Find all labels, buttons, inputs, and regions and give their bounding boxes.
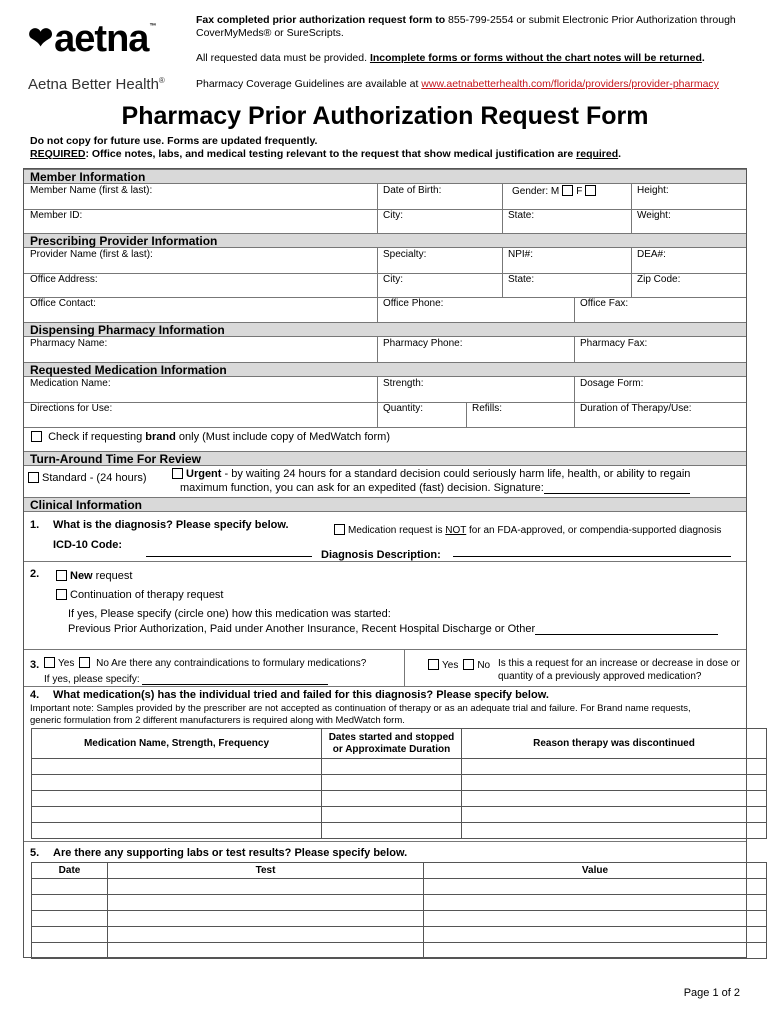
height-field[interactable]: Height: (637, 185, 669, 196)
section-member: Member Information (24, 169, 746, 184)
office-phone-field[interactable]: Office Phone: (383, 298, 444, 309)
guidelines-link[interactable]: www.aetnabetterhealth.com/florida/providers/provider-pharmacy (421, 78, 719, 90)
q3-yes-checkbox[interactable] (44, 657, 55, 668)
q3b-question: Is this a request for an increase or decrease in dose or quantity of a previously approved medication? (498, 658, 740, 682)
q5-number: 5. (30, 847, 40, 859)
section-turnaround: Turn-Around Time For Review (24, 451, 746, 466)
new-request-option: New request (53, 570, 132, 582)
q4-question: What medication(s) has the individual tried and failed for this diagnosis? Please specify below. (53, 689, 549, 701)
brand-subtitle: Aetna Better Health® (28, 76, 165, 93)
member-state-field[interactable]: State: (508, 210, 535, 221)
table-row (32, 775, 767, 791)
office-state-field[interactable]: State: (508, 274, 535, 285)
labs-table (31, 862, 767, 959)
dea-field[interactable]: DEA#: (637, 249, 666, 260)
table-row (32, 823, 767, 839)
header-date: Date (32, 863, 108, 879)
npi-field[interactable]: NPI#: (508, 249, 534, 260)
section-medication: Requested Medication Information (24, 362, 746, 377)
copy-notice: Do not copy for future use. Forms are updated frequently. (30, 135, 318, 147)
diag-desc-line[interactable] (453, 556, 731, 557)
q1-not-fda-check: Medication request is NOT for an FDA-approved, or compendia-supported diagnosis (331, 524, 721, 536)
table-row (32, 791, 767, 807)
section-clinical: Clinical Information (24, 497, 746, 512)
table-row (32, 943, 767, 959)
page-number: Page 1 of 2 (683, 987, 740, 999)
q3-options: Yes No Are there any contraindications to formulary medications? (41, 657, 366, 669)
q5-question: Are there any supporting labs or test results? Please specify below. (53, 847, 408, 859)
provider-name-field[interactable]: Provider Name (first & last): (30, 249, 153, 260)
urgent-signature: maximum function, you can ask for an expedited (fast) decision. Signature: (180, 482, 690, 494)
not-fda-checkbox[interactable] (334, 524, 345, 535)
aetna-logo: ❤ aetna ™ (28, 18, 156, 60)
q4-note-line2: generic formulation from 2 different manufacturers is required along with MedWatch form. (30, 715, 405, 726)
medication-history-table (31, 728, 767, 839)
header-dates: Dates started and stopped or Approximate Duration (322, 729, 462, 759)
required-notice: REQUIRED: Office notes, labs, and medical testing relevant to the request that show medical justification are required. (30, 148, 622, 160)
q3-no-checkbox[interactable] (79, 657, 90, 668)
table-row (32, 911, 767, 927)
zip-field[interactable]: Zip Code: (637, 274, 681, 285)
gender-f-checkbox[interactable] (585, 185, 596, 196)
coverage-guidelines: Pharmacy Coverage Guidelines are available at www.aetnabetterhealth.com/florida/providers/provider-pharmacy (196, 78, 719, 90)
table-row (32, 895, 767, 911)
pharmacy-phone-field[interactable]: Pharmacy Phone: (383, 338, 463, 349)
specialty-field[interactable]: Specialty: (383, 249, 427, 260)
office-city-field[interactable]: City: (383, 274, 403, 285)
gender-m-checkbox[interactable] (562, 185, 573, 196)
office-contact-field[interactable]: Office Contact: (30, 298, 96, 309)
duration-field[interactable]: Duration of Therapy/Use: (580, 403, 692, 414)
pharmacy-name-field[interactable]: Pharmacy Name: (30, 338, 108, 349)
table-row (32, 927, 767, 943)
continuation-option: Continuation of therapy request (53, 589, 224, 601)
required-data-notice: All requested data must be provided. Incomplete forms or forms without the chart notes will be returned. (196, 52, 705, 64)
urgent-option: Urgent - by waiting 24 hours for a standard decision could seriously harm life, health, or ability to regain (169, 468, 690, 480)
quantity-field[interactable]: Quantity: (383, 403, 424, 414)
table-row (32, 807, 767, 823)
urgent-checkbox[interactable] (172, 468, 183, 479)
directions-field[interactable]: Directions for Use: (30, 403, 113, 414)
dob-field[interactable]: Date of Birth: (383, 185, 442, 196)
header-test: Test (108, 863, 424, 879)
q4-note-line1: Important note: Samples provided by the prescriber are not accepted as continuation of therapy or as an adequate trial and failure. For Brand name requests, (30, 703, 691, 714)
q3-number: 3. (30, 659, 40, 671)
q3b-options: Yes No (425, 659, 490, 671)
office-address-field[interactable]: Office Address: (30, 274, 98, 285)
brand-checkbox[interactable] (31, 431, 42, 442)
diag-desc-label: Diagnosis Description: (321, 549, 441, 561)
table-row (32, 879, 767, 895)
standard-checkbox[interactable] (28, 472, 39, 483)
q2-ifyes: If yes, Please specify (circle one) how this medication was started: (68, 608, 391, 620)
q3b-no-checkbox[interactable] (463, 659, 474, 670)
weight-field[interactable]: Weight: (637, 210, 671, 221)
medication-name-field[interactable]: Medication Name: (30, 378, 111, 389)
page-title: Pharmacy Prior Authorization Request Form (121, 102, 649, 130)
q4-number: 4. (30, 689, 40, 701)
header-medication: Medication Name, Strength, Frequency (32, 729, 322, 759)
header-value: Value (424, 863, 767, 879)
gender-field: Gender: M F (512, 185, 599, 197)
refills-field[interactable]: Refills: (472, 403, 503, 414)
other-line[interactable] (535, 634, 718, 635)
strength-field[interactable]: Strength: (383, 378, 424, 389)
member-city-field[interactable]: City: (383, 210, 403, 221)
member-name-field[interactable]: Member Name (first & last): (30, 185, 153, 196)
q3-specify-line[interactable] (142, 684, 328, 685)
q1-number: 1. (30, 519, 40, 531)
q2-number: 2. (30, 568, 40, 580)
office-fax-field[interactable]: Office Fax: (580, 298, 629, 309)
header-reason: Reason therapy was discontinued (462, 729, 767, 759)
member-id-field[interactable]: Member ID: (30, 210, 83, 221)
q2-options: Previous Prior Authorization, Paid under Another Insurance, Recent Hospital Discharge or Other (68, 623, 718, 635)
section-pharmacy: Dispensing Pharmacy Information (24, 322, 746, 337)
signature-line[interactable] (544, 493, 690, 494)
continuation-checkbox[interactable] (56, 589, 67, 600)
prior-auth-form (23, 168, 747, 958)
q1-question: What is the diagnosis? Please specify below. (53, 519, 289, 531)
icd-label: ICD-10 Code: (53, 539, 123, 551)
brand-only-check: Check if requesting brand only (Must include copy of MedWatch form) (28, 431, 390, 443)
heart-icon: ❤ (28, 22, 53, 55)
table-row (32, 759, 767, 775)
fax-instructions: Fax completed prior authorization request form to 855-799-2554 or submit Electronic Prior Authorization through CoverMyMeds® or SureScripts. (196, 14, 736, 39)
q3b-yes-checkbox[interactable] (428, 659, 439, 670)
icd-line[interactable] (146, 556, 312, 557)
new-request-checkbox[interactable] (56, 570, 67, 581)
pharmacy-fax-field[interactable]: Pharmacy Fax: (580, 338, 648, 349)
q3-ifyes: If yes, please specify: (44, 674, 328, 685)
section-prescriber: Prescribing Provider Information (24, 233, 746, 248)
dosage-form-field[interactable]: Dosage Form: (580, 378, 644, 389)
standard-option: Standard - (24 hours) (28, 472, 147, 484)
